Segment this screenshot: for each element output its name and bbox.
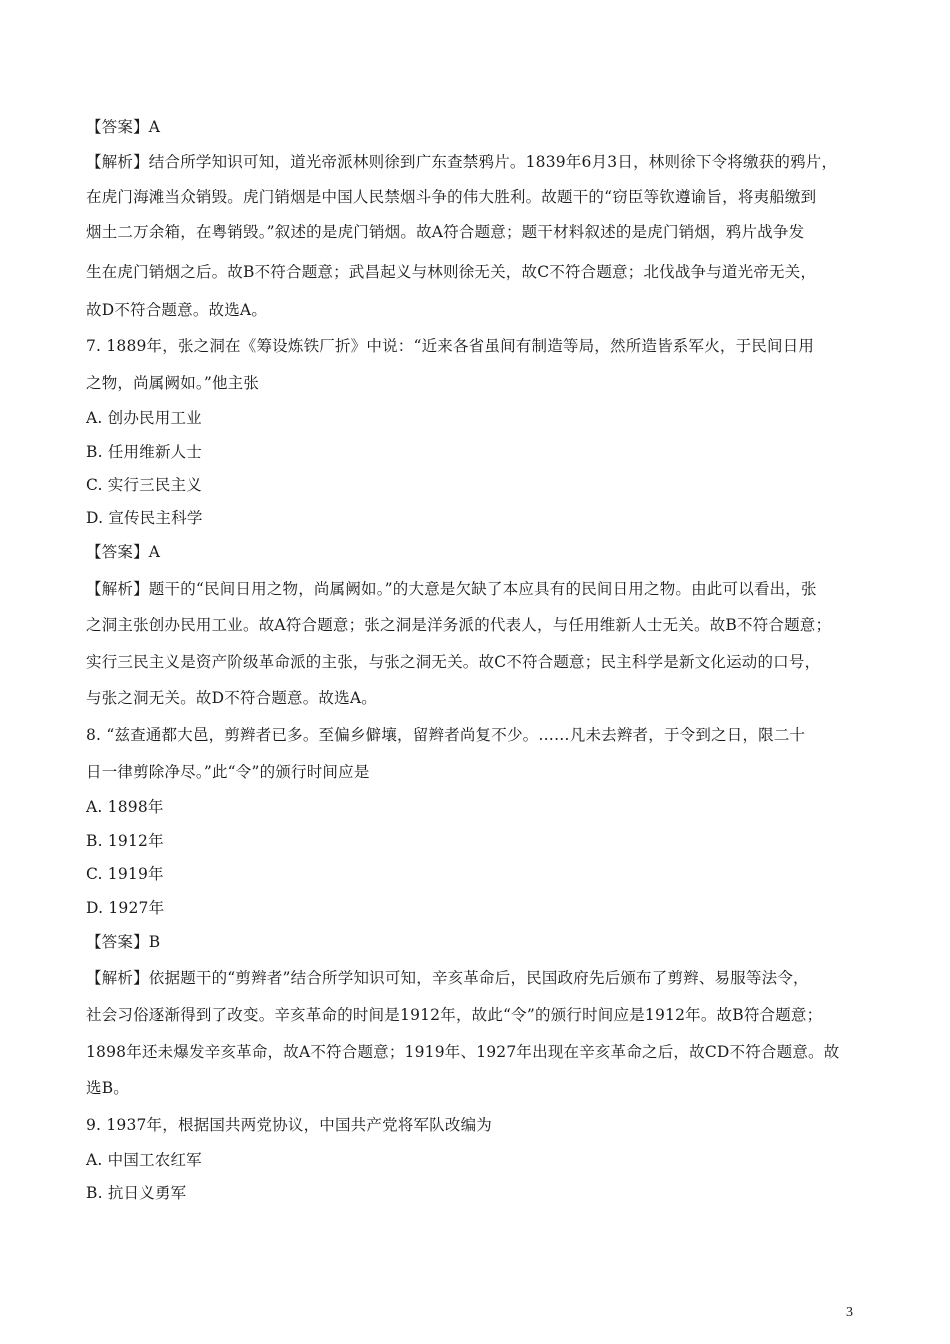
option-d: D. 1927年 — [86, 899, 165, 917]
analysis-line: 生在虎门销烟之后。故B不符合题意；武昌起义与林则徐无关，故C不符合题意；北伐战争与道光帝无关， — [86, 263, 817, 281]
option-b: B. 1912年 — [86, 832, 164, 850]
option-c: C. 1919年 — [86, 865, 164, 883]
answer-label: 【答案】A — [86, 118, 161, 136]
option-b: B. 抗日义勇军 — [86, 1184, 187, 1202]
analysis-line: 烟土二万余箱，在粤销毁。”叙述的是虎门销烟。故A符合题意；题干材料叙述的是虎门销烟，鸦片战争发 — [86, 223, 805, 241]
analysis-line: 【解析】结合所学知识可知，道光帝派林则徐到广东查禁鸦片。1839年6月3日，林则徐下令将缴获的鸦片， — [86, 153, 838, 171]
question-line: 日一律剪除净尽。”此“令”的颁行时间应是 — [86, 763, 370, 781]
option-a: A. 中国工农红军 — [86, 1151, 202, 1169]
question-8: 8. “兹查通都大邑，剪辫者已多。至偏乡僻壤，留辫者尚复不少。……凡未去辫者，于令到之日，限二十 — [86, 726, 806, 744]
analysis-line: 【解析】依据题干的“剪辫者”结合所学知识可知，辛亥革命后，民国政府先后颁布了剪辫、易服等法令， — [86, 969, 809, 987]
option-a: A. 1898年 — [86, 798, 164, 816]
answer-label: 【答案】B — [86, 933, 161, 951]
page-number: 3 — [846, 1305, 853, 1320]
option-b: B. 任用维新人士 — [86, 443, 203, 461]
analysis-line: 社会习俗逐渐得到了改变。辛亥革命的时间是1912年，故此“令”的颁行时间应是1912年。故B符合题意； — [86, 1006, 823, 1024]
analysis-line: 选B。 — [86, 1079, 129, 1097]
analysis-line: 实行三民主义是资产阶级革命派的主张，与张之洞无关。故C不符合题意；民主科学是新文化运动的口号， — [86, 653, 821, 671]
analysis-line: 之洞主张创办民用工业。故A符合题意；张之洞是洋务派的代表人，与任用维新人士无关。故B不符合题意； — [86, 616, 832, 634]
analysis-line: 【解析】题干的“民间日用之物，尚属阙如。”的大意是欠缺了本应具有的民间日用之物。由此可以看出，张 — [86, 580, 817, 598]
question-line: 之物，尚属阙如。”他主张 — [86, 374, 260, 392]
option-a: A. 创办民用工业 — [86, 409, 202, 427]
analysis-line: 1898年还未爆发辛亥革命，故A不符合题意；1919年、1927年出现在辛亥革命之后，故CD不符合题意。故 — [86, 1043, 840, 1061]
option-d: D. 宣传民主科学 — [86, 509, 203, 527]
question-9: 9. 1937年，根据国共两党协议，中国共产党将军队改编为 — [86, 1116, 492, 1134]
analysis-line: 在虎门海滩当众销毁。虎门销烟是中国人民禁烟斗争的伟大胜利。故题干的“窃臣等钦遵谕旨，将夷船缴到 — [86, 188, 817, 206]
analysis-line: 故D不符合题意。故选A。 — [86, 301, 268, 319]
option-c: C. 实行三民主义 — [86, 476, 202, 494]
analysis-line: 与张之洞无关。故D不符合题意。故选A。 — [86, 689, 377, 707]
answer-label: 【答案】A — [86, 543, 161, 561]
question-7: 7. 1889年，张之洞在《筹设炼铁厂折》中说：“近来各省虽间有制造等局，然所造皆系军火，于民间日用 — [86, 337, 815, 355]
